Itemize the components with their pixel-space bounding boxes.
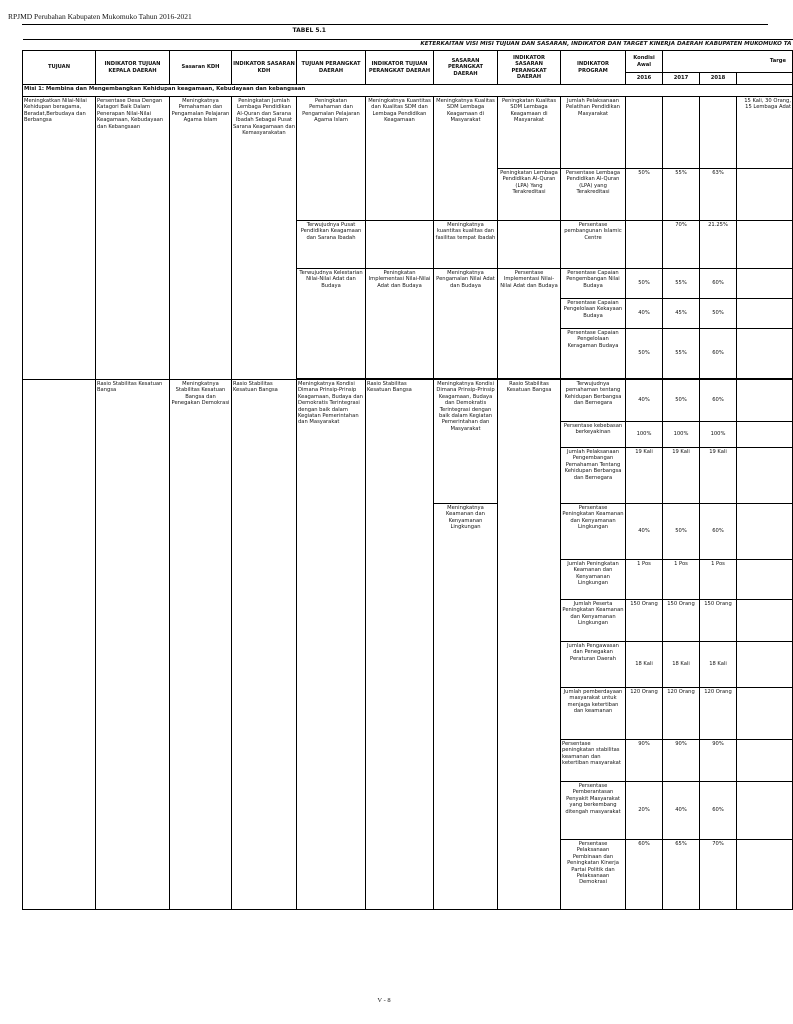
header-indikator-sasaran-kdh: INDIKATOR SASARAN KDH: [232, 51, 297, 85]
cell-program: Jumlah Peningkatan Keamanan dan Kenyamanan Lingkungan: [561, 560, 626, 600]
cell-tujuan-pd: Peningkatan Pemahaman dan Pengamalan Pelajaran Agama Islam: [297, 97, 366, 221]
cell-value: 150 Orang: [700, 600, 737, 642]
cell-value: 50%: [663, 504, 700, 560]
cell-value: [737, 169, 793, 221]
cell-program: Jumlah Peserta Peningkatan Keamanan dan Kenyamanan Lingkungan: [561, 600, 626, 642]
cell-value: 1 Pos: [626, 560, 663, 600]
cell-program: Persentase Capaian Pengelolaan Kekayaan Budaya: [561, 299, 626, 329]
cell-program: Persentase pembangunan Islamic Centre: [561, 221, 626, 269]
cell-value: 60%: [700, 269, 737, 299]
cell-program: Persentase Lembaga Pendidikan Al-Quran (LPA) yang Terakreditasi: [561, 169, 626, 221]
header-sasaran-kdh: Sasaran KDH: [170, 51, 232, 85]
cell-value: 50%: [700, 299, 737, 329]
cell-indikator-sasaran-kdh: Rasio Stabilitas Kesatuan Bangsa: [232, 380, 297, 910]
cell-program: Persentase kebebasan berkeyakinan: [561, 422, 626, 448]
cell-value: 100%: [700, 422, 737, 448]
cell-tujuan: [23, 380, 96, 910]
header-sasaran-pd: SASARAN PERANGKAT DAERAH: [434, 51, 498, 85]
cell-value: [737, 688, 793, 740]
header-year-next: [737, 73, 793, 85]
cell-program: Persentase Peningkatan Keamanan dan Kenyamanan Lingkungan: [561, 504, 626, 560]
cell-value: 15 Kali, 30 Orang, 15 Lembaga Adat: [737, 97, 793, 169]
table-row: [23, 97, 793, 169]
cell-value: 55%: [663, 269, 700, 299]
cell-value: 50%: [626, 269, 663, 299]
cell-program: Persentase Pemberantasan Penyakit Masyarakat yang berkembang ditengah masyarakat: [561, 782, 626, 840]
cell-program: Jumlah Pengawasan dan Penegakan Peraturan Daerah: [561, 642, 626, 688]
cell-indikator-sasaran-pd: Peningkatan Kualitas SDM Lembaga Keagamaan di Masyarakat: [498, 97, 561, 169]
cell-value: 90%: [663, 740, 700, 782]
cell-value: 19 Kali: [700, 448, 737, 504]
cell-sasaran-pd: Meningkatnya kuantitas kualitas dan fasilitas tempat ibadah: [434, 221, 498, 269]
cell-program: Persentase Capaian Pengembangan Nilai Budaya: [561, 269, 626, 299]
cell-program: Jumlah Pelaksanaan Pengembangan Pemahaman Tentang Kehidupan Berbangsa dan Bernegara: [561, 448, 626, 504]
cell-indikator-tujuan: Rasio Stabilitas Kesatuan Bangsa: [96, 380, 170, 910]
cell-value: 65%: [663, 840, 700, 910]
cell-indikator-tujuan-pd: [366, 221, 434, 269]
cell-value: [737, 642, 793, 688]
cell-value: 120 Orang: [626, 688, 663, 740]
keterkaitan-table: [22, 27, 793, 910]
cell-value: 1 Pos: [663, 560, 700, 600]
cell-value: [700, 97, 737, 169]
cell-value: 100%: [663, 422, 700, 448]
cell-sasaran-pd: Meningkatnya Kondisi Dimana Prinsip-Prinsip Keagamaan, Budaya dan Demokratis Terintegrasi dengan baik dalam Kegiatan Pemerintahan dan Masyarakat: [434, 380, 498, 504]
cell-value: [737, 269, 793, 299]
cell-sasaran-pd: Meningkatnya Kualitas SDM Lembaga Keagamaan di Masyarakat: [434, 97, 498, 221]
cell-value: 90%: [626, 740, 663, 782]
cell-value: [737, 221, 793, 269]
cell-value: [737, 782, 793, 840]
page-number: V - 8: [377, 997, 391, 1004]
running-header: RPJMD Perubahan Kabupaten Mukomuko Tahun 2016-2021: [8, 12, 192, 21]
header-tujuan: TUJUAN: [23, 51, 96, 85]
cell-indikator-sasaran-pd: Persentase Implementasi Nilai-Nilai Adat dan Budaya: [498, 269, 561, 379]
cell-value: [626, 97, 663, 169]
header-kondisi-awal: Kondisi Awal: [626, 51, 663, 73]
cell-value: [737, 422, 793, 448]
cell-indikator-tujuan-pd: Peningkatan Implementasi Nilai-Nilai Adat dan Budaya: [366, 269, 434, 379]
document-page: [22, 27, 792, 910]
cell-value: 60%: [700, 782, 737, 840]
header-year-2017: 2017: [663, 73, 700, 85]
cell-value: 90%: [700, 740, 737, 782]
header-indikator-sasaran-pd: INDIKATOR SASARAN PERANGKAT DAERAH: [498, 51, 561, 85]
cell-value: 18 Kali: [663, 642, 700, 688]
cell-indikator-tujuan-pd: Rasio Stabilitas Kesatuan Bangsa: [366, 380, 434, 910]
cell-indikator-tujuan-pd: Meningkatnya Kuantitas dan Kualitas SDM dan Lembaga Pendidikan Keagamaan: [366, 97, 434, 221]
cell-value: [737, 560, 793, 600]
cell-value: 40%: [626, 380, 663, 422]
cell-sasaran-kdh: Meningkatnya Pemahaman dan Pengamalan Pelajaran Agama Islam: [170, 97, 232, 380]
cell-value: 19 Kali: [626, 448, 663, 504]
cell-value: 19 Kali: [663, 448, 700, 504]
cell-value: 20%: [626, 782, 663, 840]
cell-value: 150 Orang: [626, 600, 663, 642]
cell-value: 60%: [700, 504, 737, 560]
cell-value: 55%: [663, 329, 700, 379]
header-year-2018: 2018: [700, 73, 737, 85]
cell-value: 60%: [700, 380, 737, 422]
cell-value: 55%: [663, 169, 700, 221]
header-indikator-program: INDIKATOR PROGRAM: [561, 51, 626, 85]
cell-value: 120 Orang: [663, 688, 700, 740]
cell-value: 50%: [626, 329, 663, 379]
cell-value: 100%: [626, 422, 663, 448]
cell-sasaran-pd: Meningkatnya Keamanan dan Kenyamanan Lingkungan: [434, 504, 498, 910]
cell-value: [737, 504, 793, 560]
header-target: Targe: [663, 51, 793, 73]
cell-indikator-sasaran-pd: Peningkatan Lembaga Pendidikan Al-Quran (LPA) Yang Terakreditasi: [498, 169, 561, 221]
cell-value: [737, 329, 793, 379]
cell-tujuan: Meningkatkan Nilai-Nilai Kehidupan beragama, Beradat,Berbudaya dan Berbangsa: [23, 97, 96, 380]
cell-value: [737, 600, 793, 642]
header-indikator-tujuan: INDIKATOR TUJUAN KEPALA DAERAH: [96, 51, 170, 85]
cell-tujuan-pd: Meningkatnya Kondisi Dimana Prinsip-Prinsip Keagamaan, Budaya dan Demokratis Terintegrasi dengan baik dalam Kegiatan Pemerintahan dan Masyarakat: [297, 380, 366, 910]
table-title: TABEL 5.1: [292, 27, 326, 34]
cell-value: [737, 740, 793, 782]
table-caption: KETERKAITAN VISI MISI TUJUAN DAN SASARAN, INDIKATOR DAN TARGET KINERJA DAERAH KABUPATEN MUKOMUKO TA: [23, 40, 793, 51]
cell-value: [737, 448, 793, 504]
cell-indikator-sasaran-pd: Rasio Stabilitas Kesatuan Bangsa: [498, 380, 561, 910]
misi-row: Misi 1: Membina dan Mengembangkan Kehidupan keagamaan, Kebudayaan dan kebangsaan: [23, 85, 793, 97]
table-row: [23, 380, 793, 422]
header-indikator-tujuan-pd: INDIKATOR TUJUAN PERANGKAT DAERAH: [366, 51, 434, 85]
cell-value: 18 Kali: [700, 642, 737, 688]
header-year-2016: 2016: [626, 73, 663, 85]
header-tujuan-pd: TUJUAN PERANGKAT DAERAH: [297, 51, 366, 85]
cell-indikator-sasaran-pd: [498, 221, 561, 269]
header-rule: [22, 24, 768, 25]
cell-value: [626, 221, 663, 269]
cell-value: 50%: [626, 169, 663, 221]
cell-value: 70%: [700, 840, 737, 910]
cell-value: [737, 380, 793, 422]
cell-value: 60%: [700, 329, 737, 379]
cell-value: 45%: [663, 299, 700, 329]
cell-program: Jumlah Pelaksanaan Pelatihan Pendidikan Masyarakat: [561, 97, 626, 169]
cell-indikator-tujuan: Persentase Desa Dengan Katagori Baik Dalam Penerapan Nilai-Nilai Keagamaan, Kebudayaan dan Kebangsaan: [96, 97, 170, 380]
cell-value: 1 Pos: [700, 560, 737, 600]
cell-value: [737, 840, 793, 910]
cell-indikator-sasaran-kdh: Peningkatan Jumlah Lembaga Pendidikan Al-Quran dan Sarana Ibadah Sebagai Pusat Sarana Keagamaan dan Kemasyarakatan: [232, 97, 297, 380]
cell-program: Persentase Capaian Pengelolaan Keragaman Budaya: [561, 329, 626, 379]
cell-tujuan-pd: Terwujudnya Kelestarian Nilai-Nilai Adat dan Budaya: [297, 269, 366, 379]
cell-tujuan-pd: Terwujudnya Pusat Pendidikan Keagamaan dan Sarana Ibadah: [297, 221, 366, 269]
cell-value: 50%: [663, 380, 700, 422]
cell-program: Jumlah pemberdayaan masyarakat untuk menjaga ketertiban dan keamanan: [561, 688, 626, 740]
cell-value: 40%: [626, 299, 663, 329]
cell-value: 120 Orang: [700, 688, 737, 740]
cell-sasaran-pd: Meningkatnya Pengamalan Nilai Adat dan Budaya: [434, 269, 498, 379]
cell-program: Persentase Pelaksanaan Pembinaan dan Peningkatan Kinerja Partai Politik dan Pelaksanaan Demokrasi: [561, 840, 626, 910]
cell-program: Terwujudnya pemahaman tentang Kehidupan Berbangsa dan Bernegara: [561, 380, 626, 422]
cell-value: 21.25%: [700, 221, 737, 269]
cell-value: 60%: [626, 840, 663, 910]
cell-value: 18 Kali: [626, 642, 663, 688]
cell-value: 40%: [663, 782, 700, 840]
cell-value: 70%: [663, 221, 700, 269]
cell-value: [663, 97, 700, 169]
cell-value: [737, 299, 793, 329]
cell-value: 150 Orang: [663, 600, 700, 642]
cell-program: Persentase peningkatan stabilitas keamanan dan ketertiban masyarakat: [561, 740, 626, 782]
cell-value: 63%: [700, 169, 737, 221]
cell-value: 40%: [626, 504, 663, 560]
cell-sasaran-kdh: Meningkatnya Stabilitas Kesatuan Bangsa dan Penegakan Demokrasi: [170, 380, 232, 910]
